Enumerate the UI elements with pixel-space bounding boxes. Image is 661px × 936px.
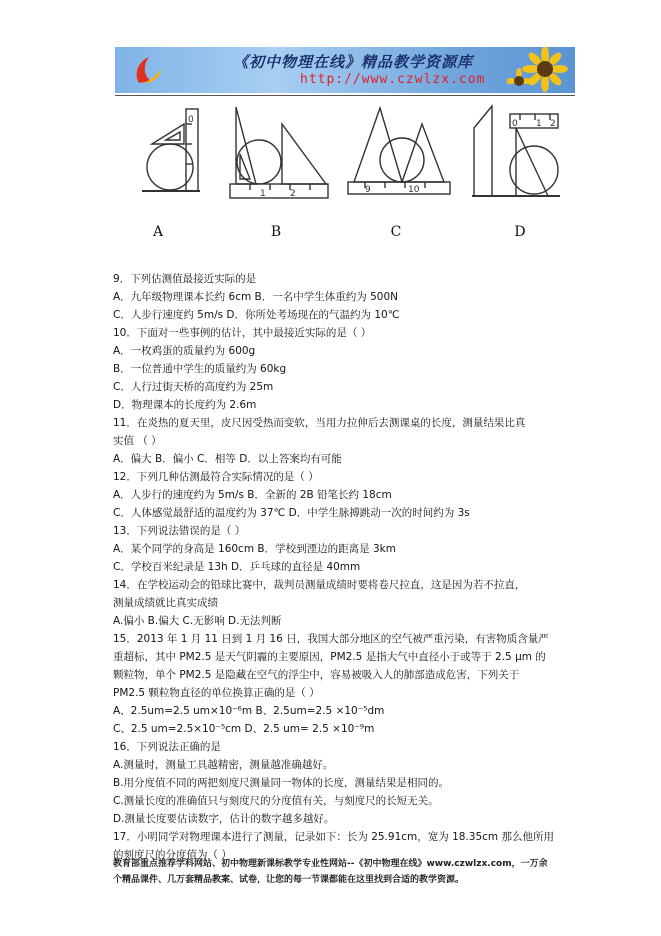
text-line: 颗粒物，单个 PM2.5 是隐藏在空气的浮尘中，容易被吸入人的肺部造成危害，下列关于 <box>113 669 520 681</box>
banner-divider <box>115 95 575 96</box>
text-line: 15．2013 年 1 月 11 日到 1 月 16 日，我国大部分地区的空气被严重污染，有害物质含量严 <box>113 633 549 645</box>
text-line: 13．下列说法错误的是（ ） <box>113 525 246 537</box>
text-line: 9．下列估测值最接近实际的是 <box>113 273 257 285</box>
text-line: 16．下列说法正确的是 <box>113 741 221 753</box>
diagram-b <box>230 107 328 198</box>
svg-text:1: 1 <box>536 119 542 129</box>
text-line: A．九年级物理课本长约 6cm B．一名中学生体重约为 500N <box>113 291 398 303</box>
text-line: A、2.5um=2.5 um×10⁻⁶m B、2.5um=2.5 ×10⁻⁵dm <box>113 705 385 717</box>
text-line: C．人行过街天桥的高度约为 25m <box>113 381 274 393</box>
text-line: B．一位普通中学生的质量约为 60kg <box>113 363 287 375</box>
text-line: C．学校百米纪录是 13h D．乒乓球的直径是 40mm <box>113 561 361 573</box>
text-line: 重超标，其中 PM2.5 是天气阴霾的主要原因，PM2.5 是指大气中直径小于或等于 2.5 μm 的 <box>113 651 546 663</box>
figure-label-a: A <box>152 224 164 240</box>
svg-text:0: 0 <box>188 115 194 125</box>
page-footer <box>113 856 583 888</box>
banner-title: 《初中物理在线》精品教学资源库 <box>233 53 474 71</box>
text-line: 14．在学校运动会的铅球比赛中，裁判员测量成绩时要将卷尺拉直，这是因为若不拉直， <box>113 579 526 591</box>
svg-text:9: 9 <box>365 185 371 195</box>
text-line: 实值 （ ） <box>113 435 162 447</box>
text-line: A．人步行的速度约为 5m/s B．全新的 2B 铅笔长约 18cm <box>113 489 392 501</box>
figure-diagrams <box>140 104 560 219</box>
site-banner <box>115 47 575 93</box>
text-line: C．人体感觉最舒适的温度约为 37℃ D．中学生脉搏跳动一次的时间约为 3s <box>113 507 470 519</box>
text-line: 10．下面对一些事例的估计，其中最接近实际的是（ ） <box>113 327 372 339</box>
text-line: A.偏小 B.偏大 C.无影响 D.无法判断 <box>113 615 282 627</box>
text-line: C、2.5 um=2.5×10⁻⁵cm D、2.5 um= 2.5 ×10⁻⁹m <box>113 723 375 735</box>
text-line: C.测量长度的准确值只与刻度尺的分度值有关，与刻度尺的长短无关。 <box>113 795 439 807</box>
svg-text:2: 2 <box>550 119 556 129</box>
svg-text:0: 0 <box>512 119 518 129</box>
figure-label-c: C <box>390 224 402 240</box>
svg-text:10: 10 <box>408 185 420 195</box>
banner-url: http://www.czwlzx.com <box>300 72 486 87</box>
diagram-c <box>348 108 450 194</box>
text-line: A．偏大 B．偏小 C．相等 D．以上答案均有可能 <box>113 453 342 465</box>
text-line: 测量成绩就比真实成绩 <box>113 597 218 609</box>
text-line: 12．下列几种估测最符合实际情况的是（ ） <box>113 471 319 483</box>
text-line: 17．小明同学对物理课本进行了测量，记录如下：长为 25.91cm，宽为 18.35cm 那么他所用 <box>113 831 554 843</box>
text-line: C．人步行速度约 5m/s D．你所处考场现在的气温约为 10℃ <box>113 309 400 321</box>
text-line: D.测量长度要估读数字，估计的数字越多越好。 <box>113 813 335 825</box>
sunflower-icon <box>507 47 571 93</box>
text-line: A．一枚鸡蛋的质量约为 600g <box>113 345 256 357</box>
text-line: 11．在炎热的夏天里，皮尺因受热而变软，当用力拉伸后去测课桌的长度，测量结果比真 <box>113 417 526 429</box>
text-line: A.测量时，测量工具越精密，测量越准确越好。 <box>113 759 334 771</box>
text-line: D．物理课本的长度约为 2.6m <box>113 399 257 411</box>
site-logo-icon <box>131 53 165 87</box>
svg-text:2: 2 <box>290 189 296 199</box>
figure-label-b: B <box>270 224 282 240</box>
text-line: 的刻度尺的分度值为（ ） <box>113 849 232 861</box>
text-line: PM2.5 颗粒物直径的单位换算正确的是（ ） <box>113 687 320 699</box>
svg-text:1: 1 <box>260 189 266 199</box>
text-line: B.用分度值不同的两把刻度尺测量同一物体的长度，测量结果是相同的。 <box>113 777 450 789</box>
text-line: A．某个同学的身高是 160cm B．学校到湮边的距离是 3km <box>113 543 396 555</box>
footer-line: 个精品课件、几万套精品教案、试卷，让您的每一节课都能在这里找到合适的教学资源。 <box>113 875 465 885</box>
measurement-figure <box>140 104 560 244</box>
footer-line: 教育部重点推荐学科网站、初中物理新课标教学专业性网站--《初中物理在线》www.czwlzx.com，一万余 <box>113 859 548 869</box>
figure-label-d: D <box>514 224 526 240</box>
